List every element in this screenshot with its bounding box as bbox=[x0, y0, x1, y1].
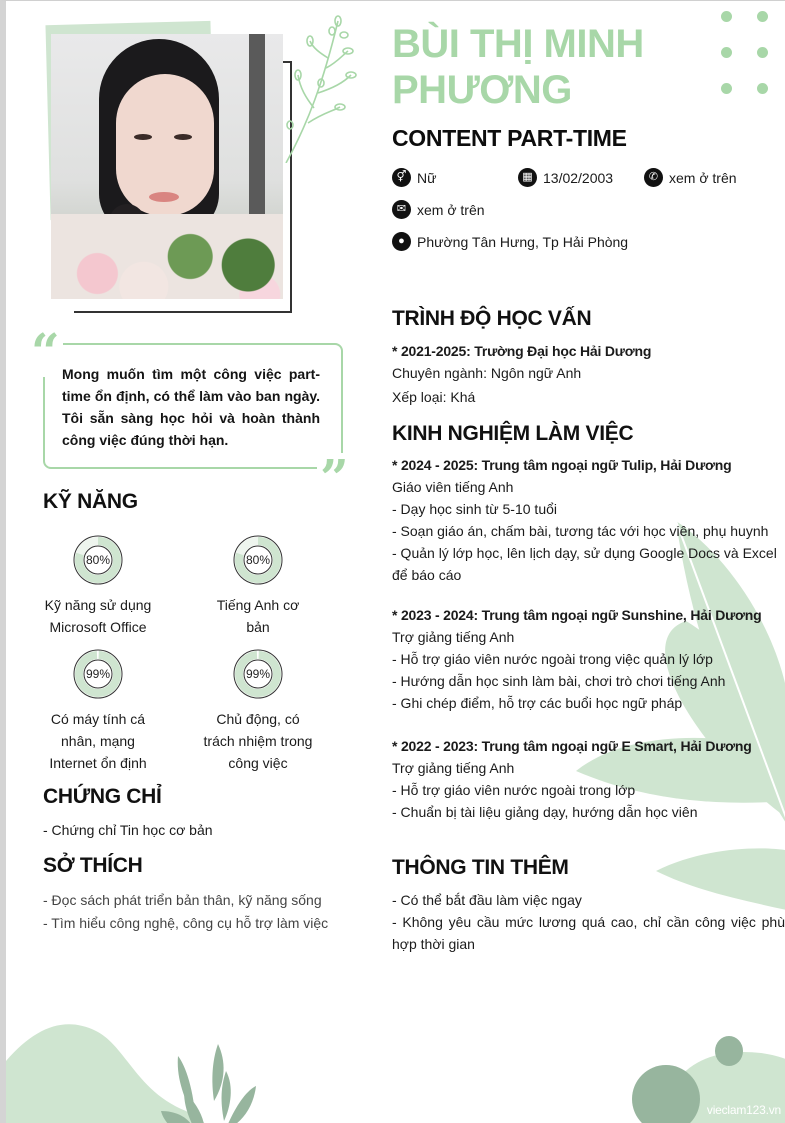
experience-line: - Hỗ trợ giáo viên nước ngoài trong việc quản lý lớp bbox=[392, 651, 713, 667]
experience-line: - Chuẩn bị tài liệu giảng dạy, hướng dẫn học viên bbox=[392, 804, 698, 820]
contact-birthday: ▦ 13/02/2003 bbox=[518, 168, 613, 187]
hobby-item: - Tìm hiểu công nghệ, công cụ hỗ trợ làm việc bbox=[43, 915, 329, 931]
leaves-decoration-bottom bbox=[156, 1041, 266, 1123]
experience-line: - Hướng dẫn học sinh làm bài, chơi trò chơi tiếng Anh bbox=[392, 673, 726, 689]
experience-line: - Quản lý lớp học, lên lịch dạy, sử dụng Google Docs và Excel để báo cáo bbox=[392, 545, 777, 583]
skill-name: Kỹ năng sử dụng Microsoft Office bbox=[44, 597, 152, 635]
skill-item bbox=[28, 535, 168, 638]
skill-name: Có máy tính cá nhân, mạng Internet ổn định bbox=[49, 711, 147, 771]
additional-info-heading: THÔNG TIN THÊM bbox=[392, 856, 569, 879]
experience-line: - Soạn giáo án, chấm bài, tương tác với học viên, phụ huynh bbox=[392, 523, 769, 539]
watermark: vieclam123.vn bbox=[706, 1103, 781, 1117]
contact-phone: ✆ xem ở trên bbox=[644, 168, 737, 187]
experience-entry-heading: * 2023 - 2024: Trung tâm ngoại ngữ Sunshine, Hải Dương bbox=[392, 607, 762, 623]
location-pin-icon: ● bbox=[392, 232, 411, 251]
certificate-item: - Chứng chỉ Tin học cơ bản bbox=[43, 822, 213, 838]
gender-icon: ⚥ bbox=[392, 168, 411, 187]
experience-heading: KINH NGHIỆM LÀM VIỆC bbox=[392, 422, 634, 445]
experience-entry-heading: * 2024 - 2025: Trung tâm ngoại ngữ Tulip, Hải Dương bbox=[392, 457, 732, 473]
contact-email: ✉ xem ở trên bbox=[392, 200, 485, 219]
additional-item: - Không yêu cầu mức lương quá cao, chỉ cần công việc phù hợp thời gian bbox=[392, 914, 785, 952]
branch-decoration-icon bbox=[278, 13, 358, 163]
skill-item bbox=[188, 535, 328, 638]
experience-role: Giáo viên tiếng Anh bbox=[392, 479, 514, 495]
skill-progress-ring: 99% bbox=[233, 649, 283, 699]
experience-entry bbox=[392, 735, 785, 823]
open-quote-icon: “ bbox=[28, 327, 63, 377]
skill-progress-ring: 80% bbox=[73, 535, 123, 585]
contact-gender: ⚥ Nữ bbox=[392, 168, 436, 187]
experience-entry bbox=[392, 454, 785, 586]
objective-text: Mong muốn tìm một công việc part-time ổn định, có thể làm vào ban ngày. Tôi sẵn sàng học hỏi và hoàn thành công việc đúng thời hạn. bbox=[62, 366, 320, 448]
experience-entry-heading: * 2022 - 2023: Trung tâm ngoại ngữ E Smart, Hải Dương bbox=[392, 738, 752, 754]
experience-line: - Hỗ trợ giáo viên nước ngoài trong lớp bbox=[392, 782, 636, 798]
skill-name: Tiếng Anh cơ bản bbox=[216, 597, 300, 635]
education-heading: TRÌNH ĐỘ HỌC VẤN bbox=[392, 307, 592, 330]
experience-line: - Dạy học sinh từ 5-10 tuổi bbox=[392, 501, 558, 517]
skill-item bbox=[188, 649, 328, 774]
skill-item bbox=[28, 649, 168, 774]
experience-role: Trợ giảng tiếng Anh bbox=[392, 629, 515, 645]
additional-item: - Có thể bắt đầu làm việc ngay bbox=[392, 892, 582, 908]
experience-entry bbox=[392, 604, 785, 714]
hobbies-heading: SỞ THÍCH bbox=[43, 854, 143, 877]
certificates-heading: CHỨNG CHỈ bbox=[43, 785, 162, 808]
dots-decoration bbox=[717, 9, 777, 99]
hobby-item: - Đọc sách phát triển bản thân, kỹ năng sống bbox=[43, 892, 322, 908]
avatar bbox=[51, 34, 283, 299]
candidate-name: BÙI THỊ MINH PHƯƠNG bbox=[392, 22, 644, 112]
close-quote-icon: ” bbox=[317, 453, 352, 503]
skills-heading: KỸ NĂNG bbox=[43, 490, 138, 513]
skill-name: Chủ động, có trách nhiệm trong công việc bbox=[203, 711, 313, 771]
experience-role: Trợ giảng tiếng Anh bbox=[392, 760, 515, 776]
phone-icon: ✆ bbox=[644, 168, 663, 187]
education-entry-heading: * 2021-2025: Trường Đại học Hải Dương bbox=[392, 343, 652, 359]
education-line: Xếp loại: Khá bbox=[392, 389, 476, 405]
calendar-icon: ▦ bbox=[518, 168, 537, 187]
contact-address: ● Phường Tân Hưng, Tp Hải Phòng bbox=[392, 232, 628, 251]
skill-progress-ring: 99% bbox=[73, 649, 123, 699]
skill-progress-ring: 80% bbox=[233, 535, 283, 585]
mail-icon: ✉ bbox=[392, 200, 411, 219]
experience-line: - Ghi chép điểm, hỗ trợ các buổi học ngữ pháp bbox=[392, 695, 683, 711]
job-title: CONTENT PART-TIME bbox=[392, 125, 627, 151]
education-line: Chuyên ngành: Ngôn ngữ Anh bbox=[392, 365, 582, 381]
